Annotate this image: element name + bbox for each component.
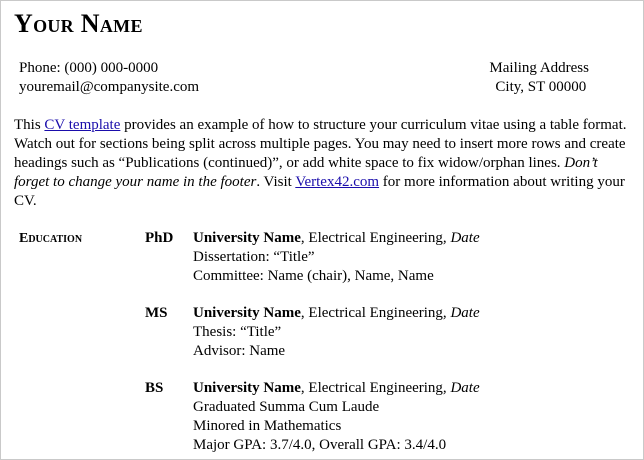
entry-detail: Minored in Mathematics (193, 418, 342, 434)
email-address: youremail@companysite.com (19, 79, 200, 95)
entry-detail: Major GPA: 3.7/4.0, Overall GPA: 3.4/4.0 (193, 437, 447, 453)
field-of-study: , Electrical Engineering, (300, 230, 451, 246)
mailing-address: Mailing Address (489, 60, 589, 76)
degree-date: Date (450, 230, 480, 246)
entry-detail: Graduated Summa Cum Laude (193, 399, 380, 415)
phone-number: Phone: (000) 000-0000 (19, 60, 159, 76)
degree-date: Date (450, 305, 480, 321)
mailing-address-block (489, 59, 589, 97)
education-entry-phd (193, 229, 480, 286)
intro-text-1: This (14, 117, 45, 133)
intro-paragraph (14, 116, 636, 211)
intro-text-2: provides an example of how to structure your curriculum vitae using a table format. Watch out for sections being split across multiple pages. You may need to insert more rows and create headings such as “Publications (continued)”, or add white space to fix widow/orphan lines. (14, 117, 627, 171)
cv-name-heading: Your Name (14, 9, 143, 38)
university-name: University Name (193, 230, 301, 246)
entry-detail: Thesis: “Title” (193, 324, 282, 340)
footer-reminder-note: Don’t forget to change your name in the footer (14, 155, 598, 190)
university-name: University Name (193, 380, 301, 396)
degree-phd: PhD (145, 230, 174, 246)
city-state-zip: City, ST 00000 (495, 79, 587, 95)
field-of-study: , Electrical Engineering, (300, 380, 451, 396)
entry-detail: Advisor: Name (193, 343, 286, 359)
education-entry-bs (193, 379, 480, 455)
education-entry-ms (193, 304, 480, 361)
vertex42-link[interactable]: Vertex42.com (295, 174, 380, 190)
degree-bs: BS (145, 380, 164, 396)
cv-template-link[interactable]: CV template (44, 117, 121, 133)
degree-ms: MS (145, 305, 168, 321)
contact-info (19, 59, 199, 97)
intro-text-3: . Visit (256, 174, 296, 190)
entry-detail: Dissertation: “Title” (193, 249, 315, 265)
education-section-label: Education (19, 231, 83, 246)
degree-date: Date (450, 380, 480, 396)
intro-text-4: for more information about writing your CV. (14, 174, 625, 209)
entry-detail: Committee: Name (chair), Name, Name (193, 268, 434, 284)
field-of-study: , Electrical Engineering, (300, 305, 451, 321)
university-name: University Name (193, 305, 301, 321)
